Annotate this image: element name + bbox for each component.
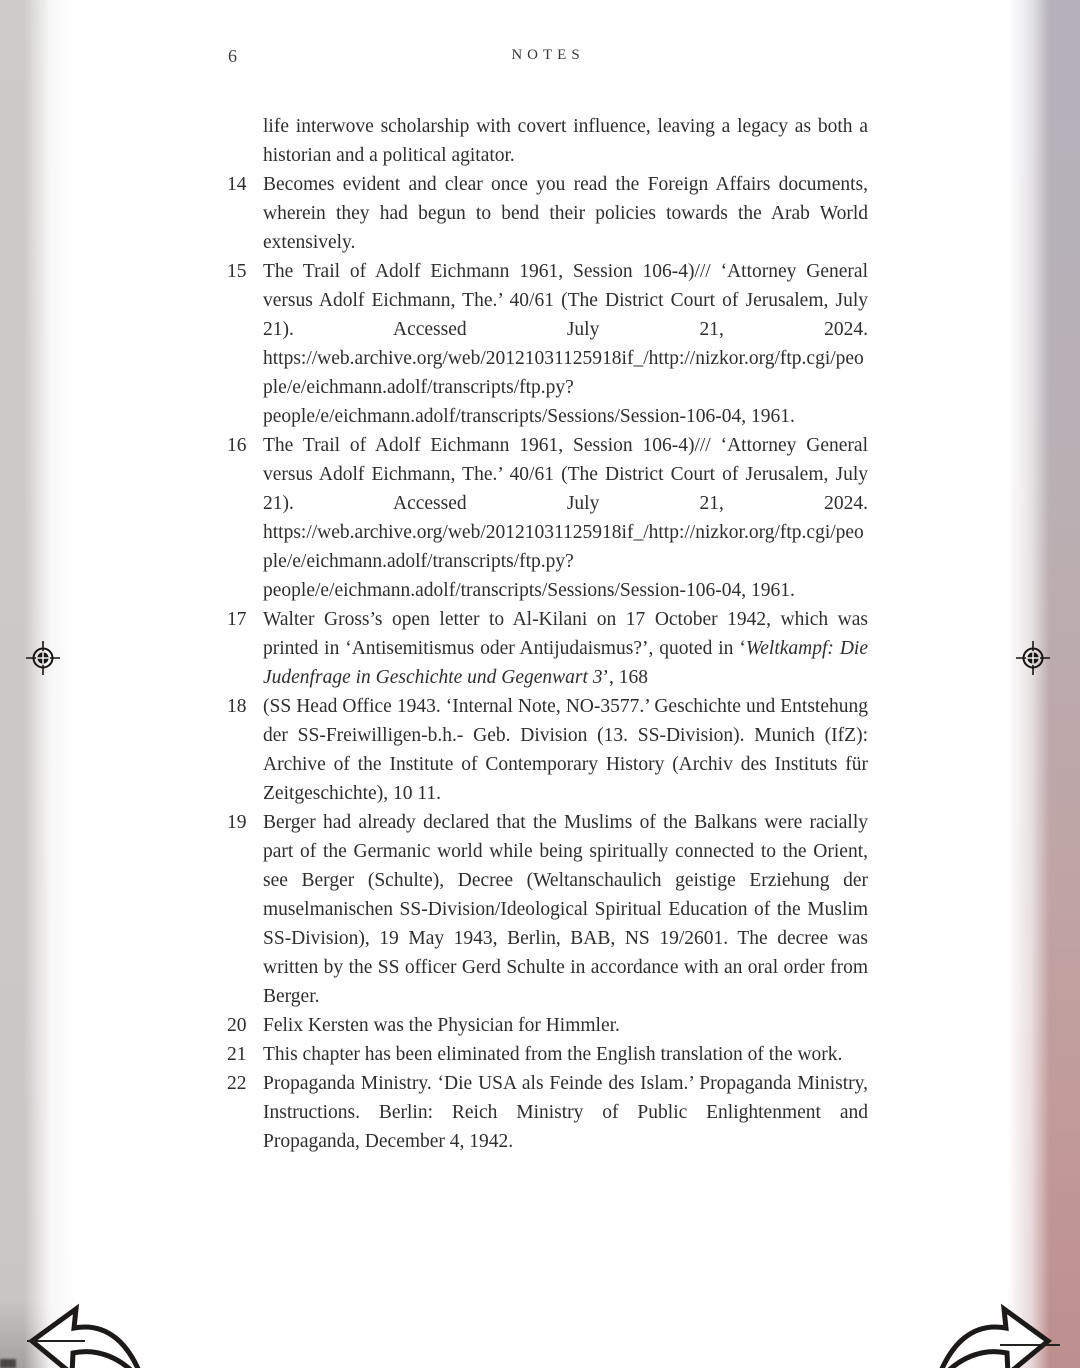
arrow-guide-line-right bbox=[1000, 1344, 1060, 1346]
page-number: 6 bbox=[228, 46, 237, 66]
note-item bbox=[227, 257, 872, 431]
previous-page-button[interactable] bbox=[24, 1302, 150, 1368]
note-number: 20 bbox=[227, 1015, 247, 1036]
note-number: 14 bbox=[227, 174, 247, 195]
note-text: Berger had already declared that the Muslims of the Balkans were racially part of the Germanic world while being spiritually connected to the Orient, see Berger (Schulte), Decree (Weltanschaulich geistige Erziehung der muselmanischen SS-Division/Ideological Spiritual Education of the Muslim SS-Division), 19 May 1943, Berlin, BAB, NS 19/2601. The decree was written by the SS officer Gerd Schulte in accordance with an oral order from Berger. bbox=[263, 812, 868, 1007]
next-page-button[interactable] bbox=[930, 1302, 1056, 1368]
note-text: Walter Gross’s open letter to Al-Kilani on 17 October 1942, which was printed in ‘Antisemitismus oder Antijudaismus?’, quoted in ‘Weltkampf: Die Judenfrage in Geschichte und Gegenwart 3’, 168 bbox=[263, 609, 868, 688]
registration-mark-right-icon bbox=[1015, 640, 1051, 676]
forward-arrow-icon bbox=[930, 1356, 1056, 1368]
endnotes-list bbox=[227, 112, 872, 1156]
note-text: Felix Kersten was the Physician for Himmler. bbox=[263, 1015, 620, 1036]
back-arrow-icon bbox=[24, 1356, 150, 1368]
note-number: 18 bbox=[227, 696, 247, 717]
note-number: 15 bbox=[227, 261, 247, 282]
note-item bbox=[227, 112, 872, 170]
registration-mark-left-icon bbox=[25, 640, 61, 676]
note-text: (SS Head Office 1943. ‘Internal Note, NO-3577.’ Geschichte und Entstehung der SS-Freiwilligen-b.h.- Geb. Division (13. SS-Division). Munich (IfZ): Archive of the Institute of Contemporary History (Archiv des Instituts für Zeitgeschichte), 10 11. bbox=[263, 696, 868, 804]
note-number: 22 bbox=[227, 1073, 247, 1094]
scan-corner-shadow bbox=[0, 1359, 16, 1368]
note-text: Becomes evident and clear once you read the Foreign Affairs documents, wherein they had begun to bend their policies towards the Arab World extensively. bbox=[263, 174, 868, 253]
page-edge-shadow-right bbox=[1008, 0, 1080, 1368]
note-number: 19 bbox=[227, 812, 247, 833]
note-text: The Trail of Adolf Eichmann 1961, Session 106-4)/// ‘Attorney General versus Adolf Eichmann, The.’ 40/61 (The District Court of Jerusalem, July 21). Accessed July 21, 2024. https://web.archive.org/web/20121031125918if_/http://nizkor.org/ftp.cgi/people/e/eichmann.adolf/transcripts/ftp.py?people/e/eichmann.adolf/transcripts/Sessions/Session-106-04, 1961. bbox=[263, 261, 868, 427]
page-header bbox=[228, 46, 868, 70]
note-item bbox=[227, 170, 872, 257]
note-text: This chapter has been eliminated from the English translation of the work. bbox=[263, 1044, 843, 1065]
page-title: NOTES bbox=[511, 47, 585, 63]
arrow-guide-line-left bbox=[27, 1340, 85, 1342]
note-item bbox=[227, 1069, 872, 1156]
note-item bbox=[227, 1011, 872, 1040]
page-gutter-shadow-left bbox=[0, 0, 80, 1368]
note-item bbox=[227, 1040, 872, 1069]
note-item bbox=[227, 808, 872, 1011]
note-item bbox=[227, 605, 872, 692]
note-number: 16 bbox=[227, 435, 247, 456]
note-item bbox=[227, 431, 872, 605]
note-text: life interwove scholarship with covert influence, leaving a legacy as both a historian and a political agitator. bbox=[263, 116, 868, 166]
note-number: 21 bbox=[227, 1044, 247, 1065]
note-number: 17 bbox=[227, 609, 247, 630]
note-item bbox=[227, 692, 872, 808]
note-text: The Trail of Adolf Eichmann 1961, Session 106-4)/// ‘Attorney General versus Adolf Eichmann, The.’ 40/61 (The District Court of Jerusalem, July 21). Accessed July 21, 2024. https://web.archive.org/web/20121031125918if_/http://nizkor.org/ftp.cgi/people/e/eichmann.adolf/transcripts/ftp.py?people/e/eichmann.adolf/transcripts/Sessions/Session-106-04, 1961. bbox=[263, 435, 868, 601]
note-text: Propaganda Ministry. ‘Die USA als Feinde des Islam.’ Propaganda Ministry, Instructions. Berlin: Reich Ministry of Public Enlightenment and Propaganda, December 4, 1942. bbox=[263, 1073, 868, 1152]
